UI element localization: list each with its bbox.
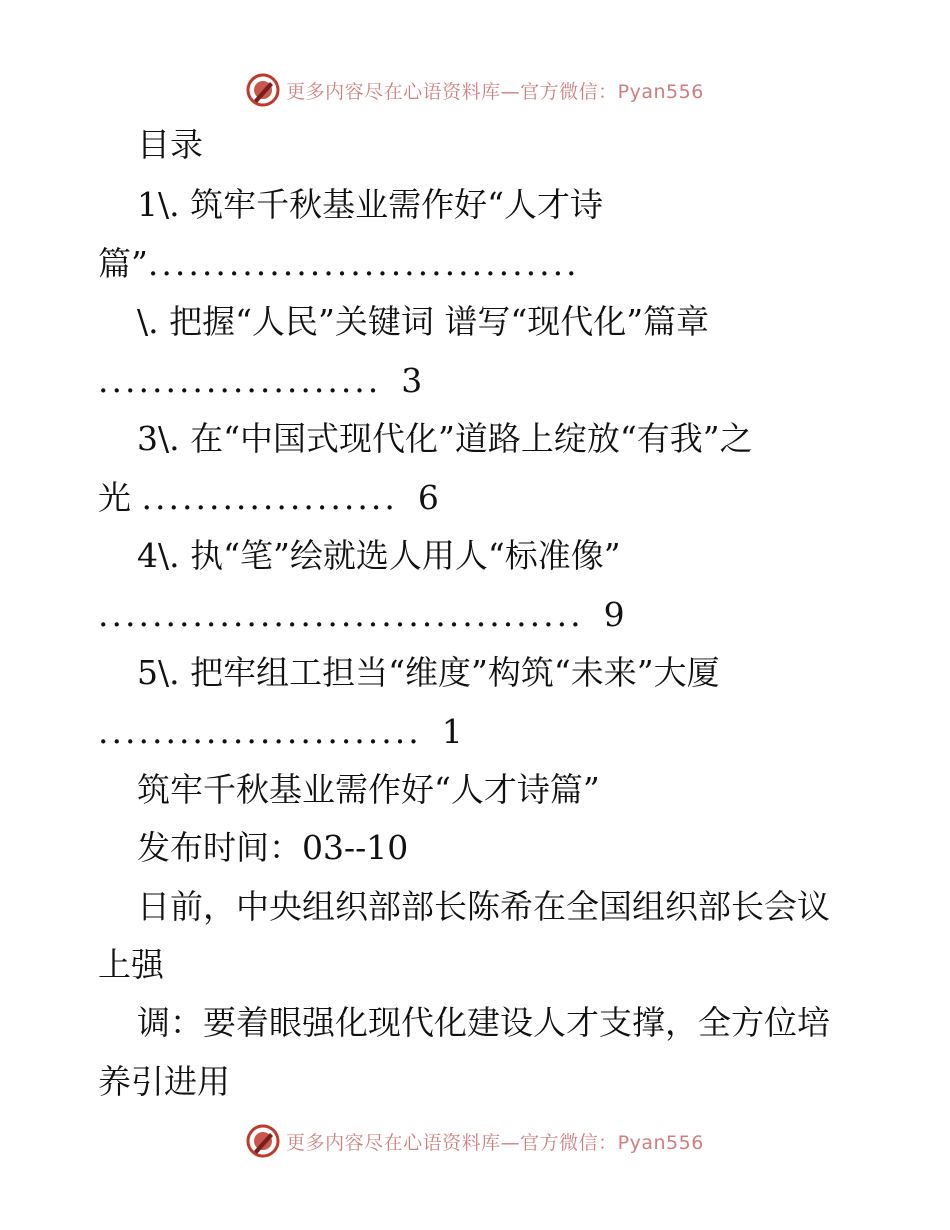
toc-entry-4-continuation[interactable] <box>0 595 950 635</box>
body-paragraph-1-line-2: 上强 <box>98 945 164 984</box>
watermark-text: 更多内容尽在心语资料库—官方微信：Pyan556 <box>286 80 704 103</box>
toc-entry-title-text: 篇” <box>98 244 148 283</box>
toc-entry-title-text: 3\. 在“中国式现代化”道路上绽放“有我”之 <box>137 419 753 458</box>
toc-leader-dots: ..................... <box>98 361 382 400</box>
toc-page-number: 3 <box>401 361 423 400</box>
toc-entry-title-text: \. 把握“人民”关键词 谱写“现代化”篇章 <box>137 302 710 341</box>
toc-entry-5-continuation[interactable] <box>0 712 950 752</box>
watermark-banner-bottom <box>0 1121 950 1161</box>
watermark-banner-top <box>0 70 950 110</box>
article-title: 筑牢千秋基业需作好“人才诗篇” <box>137 770 600 809</box>
toc-entry-3-continuation[interactable] <box>0 478 950 518</box>
body-paragraph-1-line-1: 日前，中央组织部部长陈希在全国组织部长会议 <box>137 887 830 926</box>
toc-page-number: 1 <box>441 712 463 751</box>
toc-page-number: 6 <box>417 478 439 517</box>
publish-time: 发布时间：03--10 <box>137 828 409 867</box>
toc-entry-1-title[interactable] <box>0 185 950 225</box>
toc-entry-title-text: 5\. 把牢组工担当“维度”构筑“未来”大厦 <box>137 653 720 692</box>
body-paragraph-2-line-2: 养引进用 <box>98 1062 230 1101</box>
toc-entry-5-title[interactable] <box>0 653 950 693</box>
pen-logo-icon <box>246 1124 280 1158</box>
toc-entry-title-text: 4\. 执“笔”绘就选人用人“标准像” <box>137 536 621 575</box>
toc-entry-4-title[interactable] <box>0 536 950 576</box>
toc-leader-dots: ........................ <box>98 712 422 751</box>
toc-entry-1-continuation[interactable] <box>0 244 950 284</box>
toc-entry-title-text: 光 <box>98 478 131 517</box>
toc-entry-2-continuation[interactable] <box>0 361 950 401</box>
toc-leader-dots: .................................... <box>98 595 584 634</box>
toc-entry-3-title[interactable] <box>0 419 950 459</box>
toc-heading: 目录 <box>137 125 203 164</box>
toc-entry-2-title[interactable] <box>0 302 950 342</box>
toc-page-number: 9 <box>603 595 625 634</box>
pen-logo-icon <box>246 73 280 107</box>
watermark-text: 更多内容尽在心语资料库—官方微信：Pyan556 <box>286 1131 704 1154</box>
toc-leader-dots: ................................ <box>147 244 580 283</box>
toc-leader-dots: ................... <box>141 478 398 517</box>
toc-entry-title-text: 1\. 筑牢千秋基业需作好“人才诗 <box>137 185 603 224</box>
body-paragraph-2-line-1: 调：要着眼强化现代化建设人才支撑，全方位培 <box>137 1003 830 1042</box>
